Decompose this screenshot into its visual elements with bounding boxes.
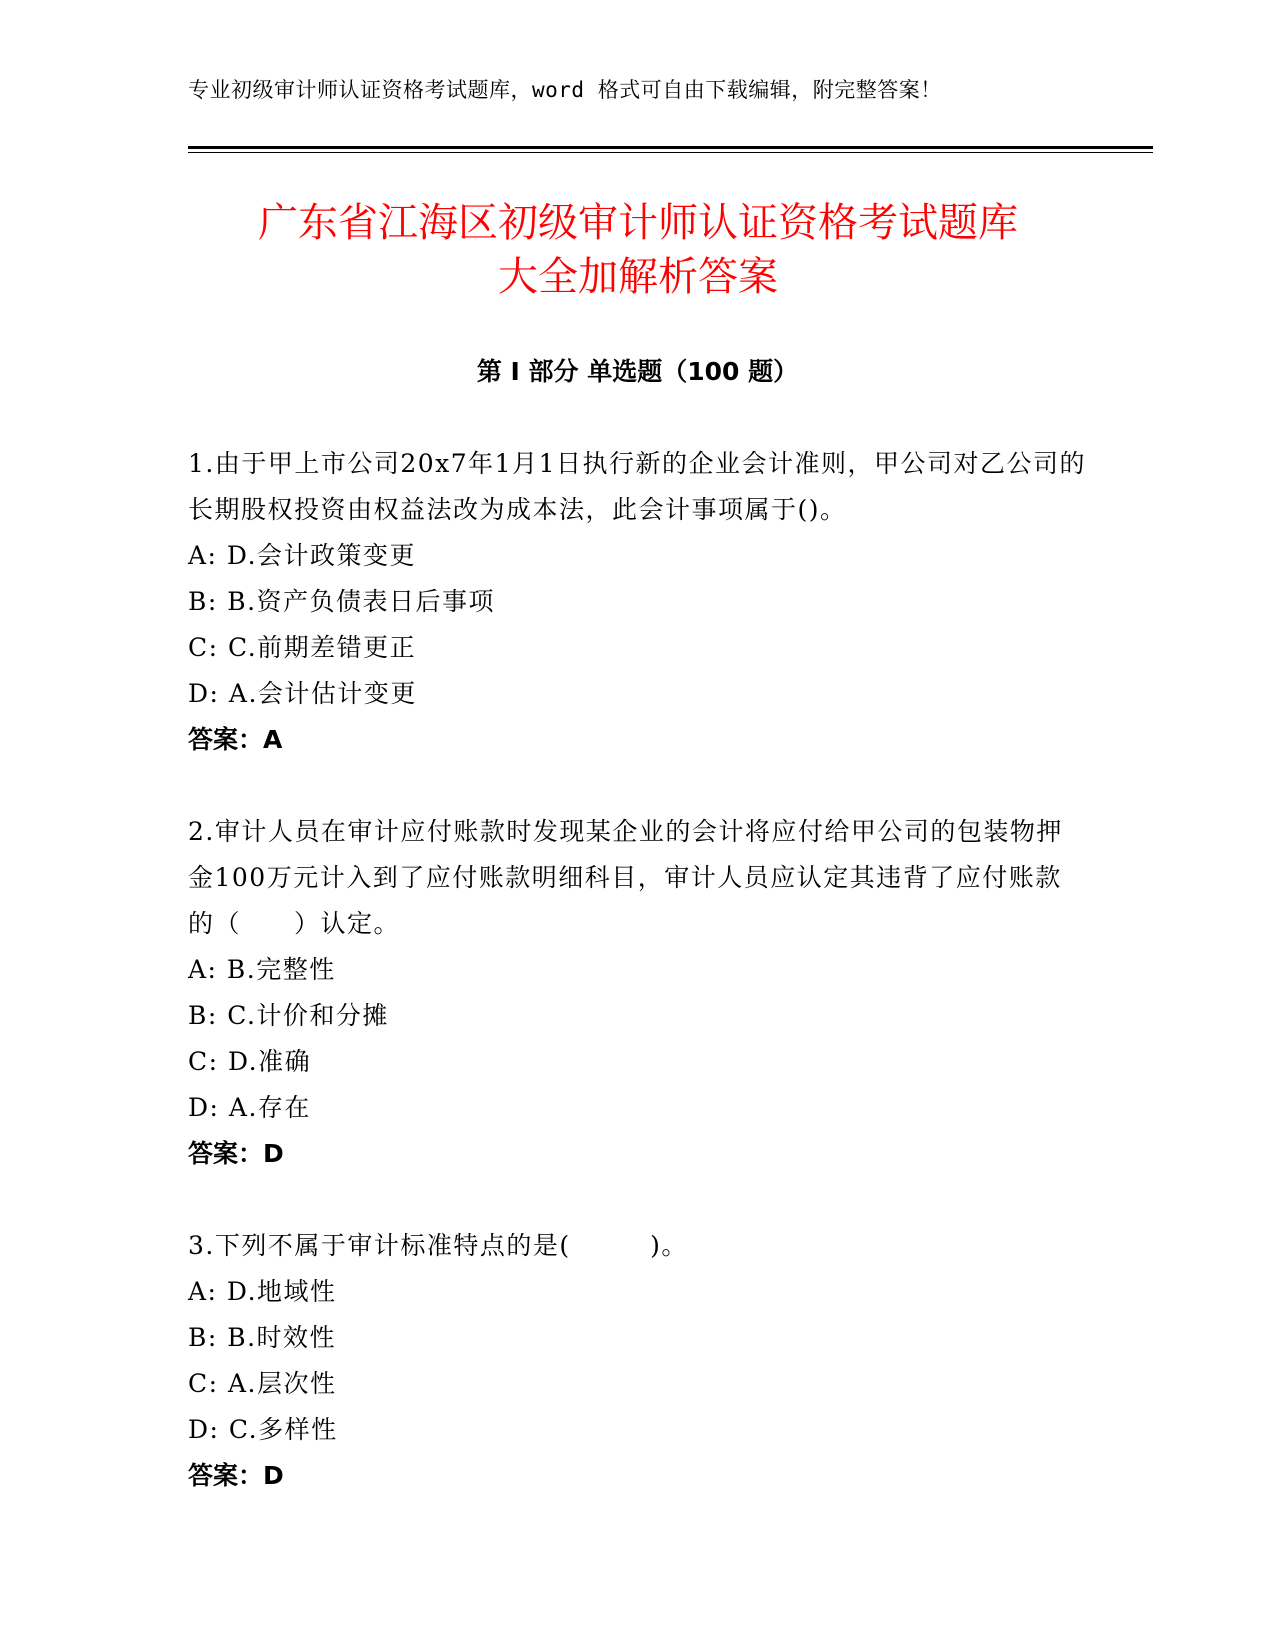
answer: 答案：D xyxy=(188,1139,284,1168)
option-a: A: B.完整性 xyxy=(188,955,336,984)
option-d: D: A.存在 xyxy=(188,1093,311,1122)
option-c: C: C.前期差错更正 xyxy=(188,633,417,662)
header-rule-thick xyxy=(188,146,1153,149)
option-c: C: D.准确 xyxy=(188,1047,312,1076)
option-a: A: D.会计政策变更 xyxy=(188,541,417,570)
document-title xyxy=(188,196,1088,304)
question-1 xyxy=(188,441,1088,763)
option-b: B: C.计价和分摊 xyxy=(188,1001,389,1030)
document-title-line-1: 广东省江海区初级审计师认证资格考试题库 xyxy=(258,200,1018,246)
option-b: B: B.时效性 xyxy=(188,1323,337,1352)
question-stem: 1.由于甲上市公司20x7年1月1日执行新的企业会计准则，甲公司对乙公司的长期股权投资由权益法改为成本法，此会计事项属于()。 xyxy=(188,449,1086,524)
question-stem: 3.下列不属于审计标准特点的是( )。 xyxy=(188,1231,688,1260)
option-b: B: B.资产负债表日后事项 xyxy=(188,587,496,616)
document-title-line-2: 大全加解析答案 xyxy=(498,254,778,300)
answer: 答案：A xyxy=(188,725,283,754)
option-c: C: A.层次性 xyxy=(188,1369,337,1398)
question-2 xyxy=(188,809,1088,1177)
answer: 答案：D xyxy=(188,1461,284,1490)
header-note: 专业初级审计师认证资格考试题库，word 格式可自由下载编辑，附完整答案！ xyxy=(188,78,942,102)
option-d: D: A.会计估计变更 xyxy=(188,679,417,708)
question-stem: 2.审计人员在审计应付账款时发现某企业的会计将应付给甲公司的包装物押金100万元计入到了应付账款明细科目，审计人员应认定其违背了应付账款的（ ）认定。 xyxy=(188,817,1063,938)
option-d: D: C.多样性 xyxy=(188,1415,338,1444)
section-heading: 第 I 部分 单选题（100 题） xyxy=(476,357,799,386)
option-a: A: D.地域性 xyxy=(188,1277,337,1306)
question-list xyxy=(188,441,1088,1545)
question-3 xyxy=(188,1223,1088,1499)
header-rule-thin xyxy=(188,152,1153,153)
